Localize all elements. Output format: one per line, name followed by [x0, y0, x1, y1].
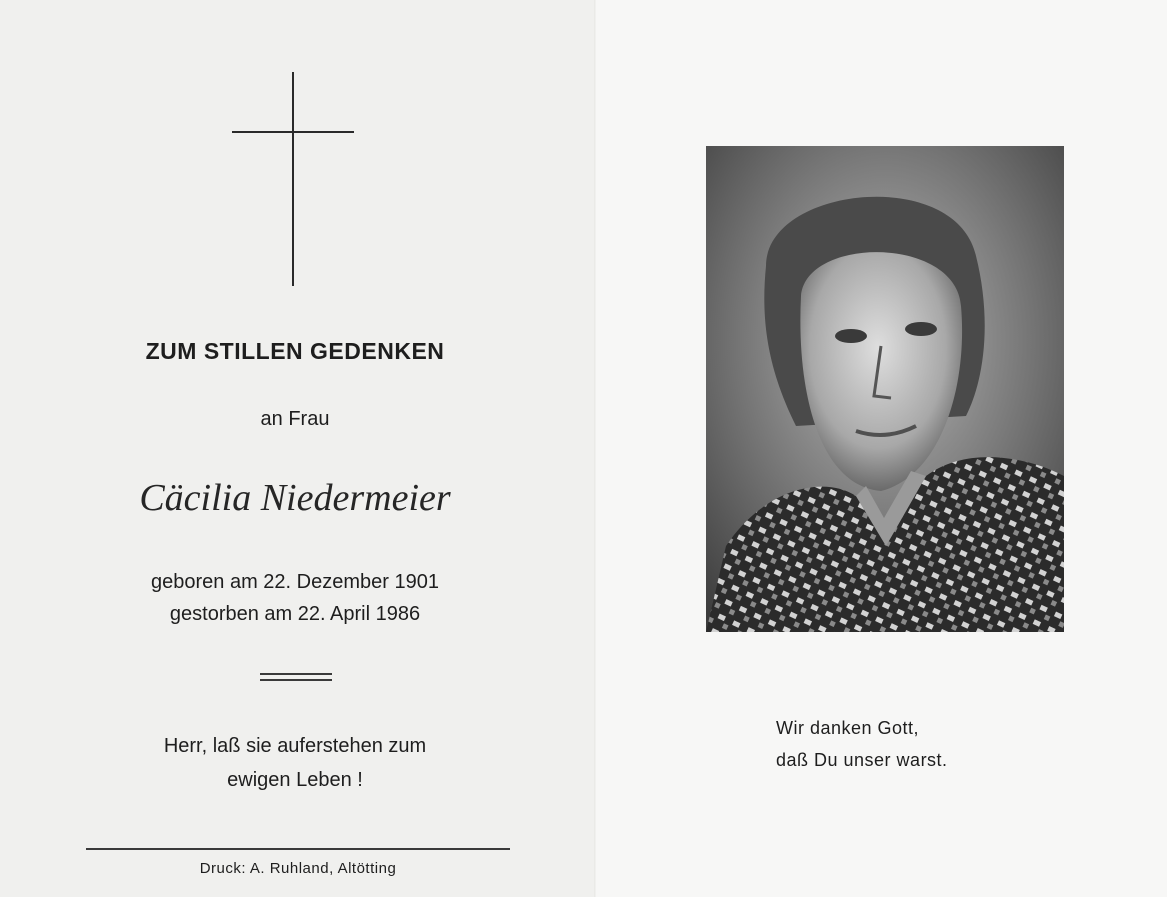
death-date: gestorben am 22. April 1986	[169, 603, 421, 625]
deceased-name: Cäcilia Niedermeier	[139, 477, 451, 519]
birth-date: geboren am 22. Dezember 1901	[151, 571, 439, 593]
portrait-image	[706, 146, 1064, 632]
salutation: an Frau	[260, 408, 330, 430]
portrait-photo	[706, 146, 1064, 632]
prayer	[60, 729, 530, 797]
prayer-line-1: Herr, laß sie auferstehen zum	[163, 735, 427, 757]
prayer-line-2: ewigen Leben !	[227, 769, 363, 791]
printer-credit: Druck: A. Ruhland, Altötting	[199, 860, 397, 877]
memorial-heading: ZUM STILLEN GEDENKEN	[145, 338, 445, 364]
life-dates	[60, 566, 530, 630]
double-divider	[260, 673, 332, 682]
footer-rule	[86, 848, 510, 850]
thanks-text	[776, 712, 1016, 776]
thanks-line-1: Wir danken Gott,	[776, 718, 920, 738]
thanks-line-2: daß Du unser warst.	[776, 750, 948, 770]
cross-icon	[232, 72, 354, 286]
